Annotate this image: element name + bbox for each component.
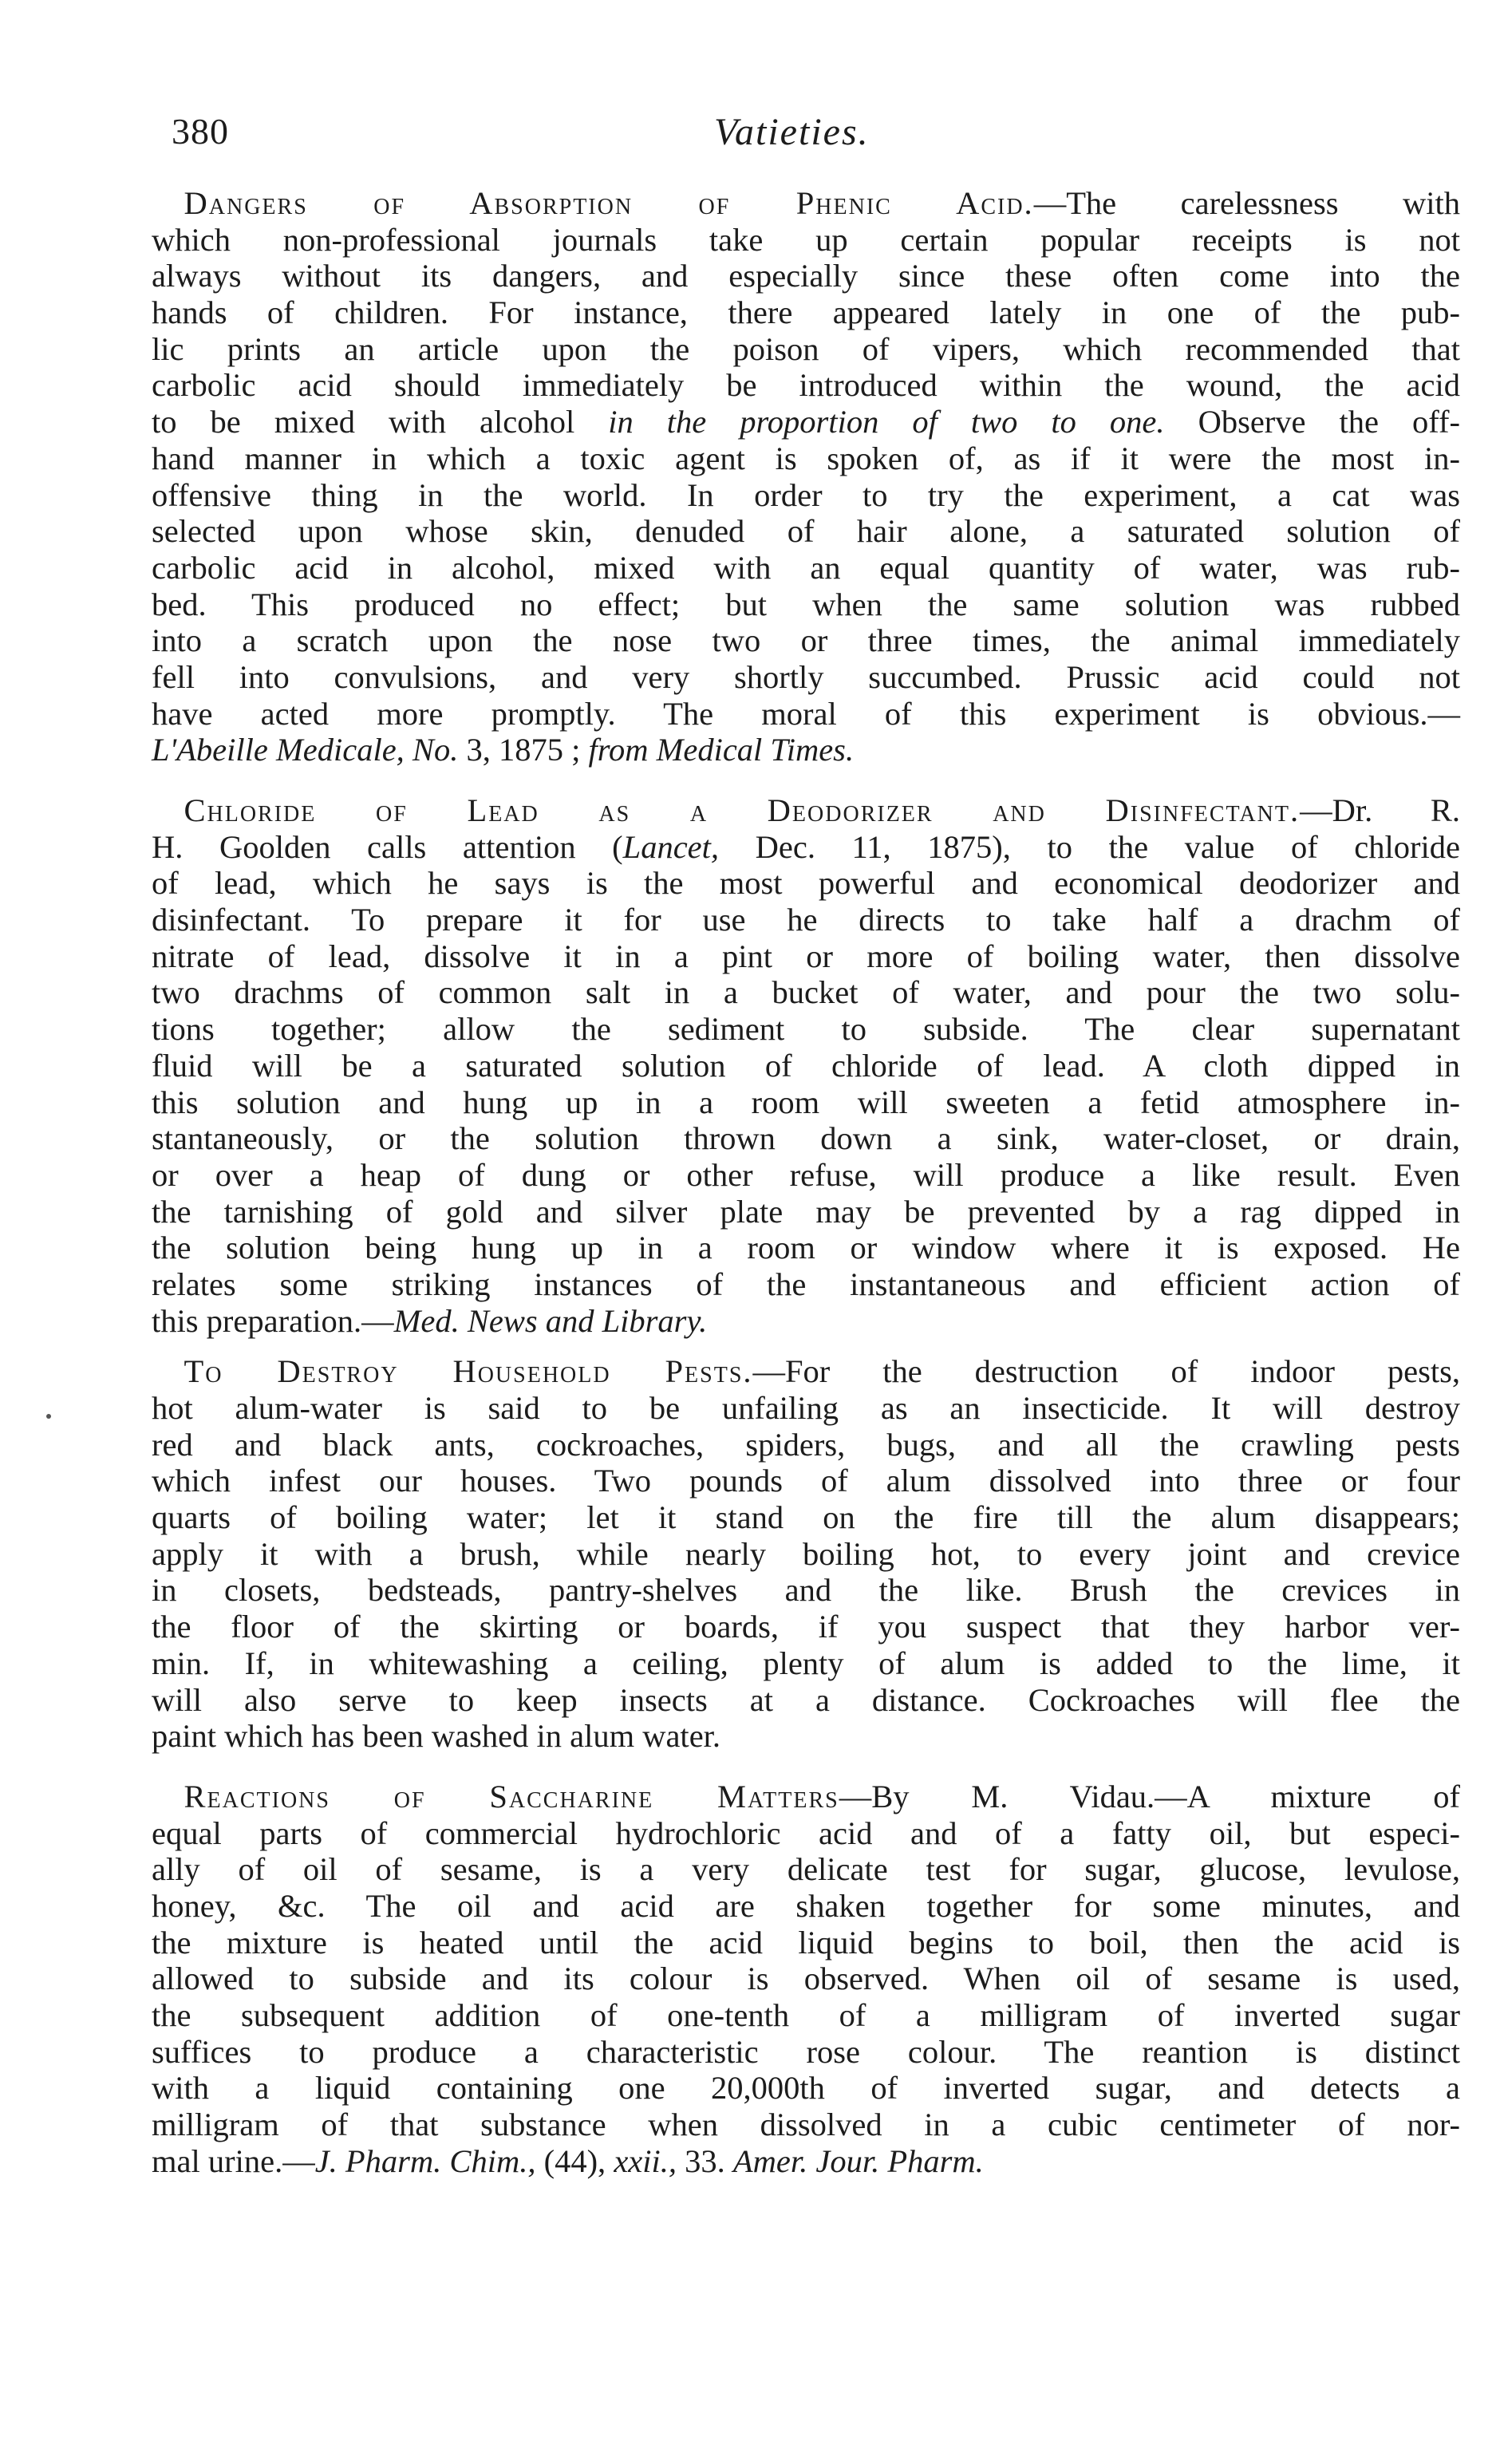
paragraph-gap [152,1339,1460,1353]
article-line: the solution being hung up in a room or window where it is exposed. He [152,1230,1460,1266]
article-first-line [152,1779,1460,1815]
article-line: paint which has been washed in alum water. [152,1718,721,1755]
page-header [172,110,1464,174]
article-line: ally of oil of sesame, is a very delicate test for sugar, glucose, levulose, [152,1851,1460,1888]
source-citation: (44), [535,2142,614,2179]
article-heading: Reactions of Saccharine Matters [184,1778,839,1814]
article-line: have acted more promptly. The moral of this experiment is obvious.— [152,695,1460,732]
source-citation: Med. News and Library. [393,1302,708,1339]
article-text-fragment: —For the destruction of indoor pests, [752,1353,1460,1390]
article-line: honey, &c. The oil and acid are shaken together for some minutes, and [152,1887,1460,1924]
article-line: selected upon whose skin, denuded of hair alone, a saturated solution of [152,513,1460,550]
source-citation: L'Abeille Medicale, No. [152,732,459,768]
article-line: hot alum-water is said to be unfailing as an insecticide. It will destroy [152,1390,1460,1426]
article-heading: Chloride of Lead as a Deodorizer and Disinfectant. [184,792,1301,828]
article-line: into a scratch upon the nose two or three times, the animal immediately [152,622,1460,659]
source-citation: 33. [677,2142,733,2179]
body-text [152,185,1460,2179]
article-line: the floor of the skirting or boards, if you suspect that they harbor ver- [152,1609,1460,1645]
article-line: which non-professional journals take up certain popular receipts is not [152,221,1460,258]
article-line: milligram of that substance when dissolved in a cubic centimeter of nor- [152,2107,1460,2143]
article-line: fell into convulsions, and very shortly succumbed. Prussic acid could not [152,658,1460,695]
source-citation: J. Pharm. Chim., [314,2142,536,2179]
italic-phrase: in the proportion of two to one. [608,404,1165,440]
source-citation: Amer. Jour. Pharm. [732,2142,984,2179]
article-first-line [152,185,1460,222]
article-line: or over a heap of dung or other refuse, will produce a like result. Even [152,1156,1460,1193]
article-text-fragment: to be mixed with alcohol [152,404,609,440]
article-source-line [152,732,1460,768]
article-chloride-of-lead [152,792,1460,1339]
article-first-line [152,792,1460,829]
article-line: in closets, bedsteads, pantry-shelves and the like. Brush the crevices in [152,1572,1460,1609]
source-citation: xxii., [614,2142,677,2179]
article-line: lic prints an article upon the poison of vipers, which recommended that [152,330,1460,367]
source-citation: 3, 1875 ; [458,732,589,768]
article-line: this solution and hung up in a room will sweeten a fetid atmosphere in- [152,1084,1460,1120]
page-number: 380 [172,111,229,152]
article-line: tions together; allow the sediment to subside. The clear supernatant [152,1011,1460,1048]
article-line: equal parts of commercial hydrochloric acid and of a fatty oil, but especi- [152,1814,1460,1851]
article-line: min. If, in whitewashing a ceiling, plenty of alum is added to the lime, it [152,1645,1460,1681]
article-text-fragment: —The carelessness [1033,185,1403,221]
article-text-fragment: —Dr. R. [1300,792,1460,828]
article-line: disinfectant. To prepare it for use he directs to take half a drachm of [152,902,1460,938]
article-text-fragment: with [1402,185,1460,221]
article-first-line [152,1353,1460,1390]
article-line: the subsequent addition of one-tenth of a milligram of inverted sugar [152,1997,1460,2033]
article-line: allowed to subside and its colour is observed. When oil of sesame is used, [152,1961,1460,1997]
article-source-line [152,2143,1460,2180]
article-heading: To Destroy Household Pests. [184,1353,753,1390]
article-text-fragment: this preparation.— [152,1302,394,1339]
article-line: fluid will be a saturated solution of chloride of lead. A cloth dipped in [152,1047,1460,1084]
article-household-pests [152,1353,1460,1755]
article-heading: Dangers of Absorption of Phenic Acid. [184,185,1034,221]
article-line: offensive thing in the world. In order to try the experiment, a cat was [152,476,1460,513]
article-text-fragment: Observe the off- [1164,404,1461,440]
paragraph-gap [152,1755,1460,1779]
margin-dot [46,1414,51,1419]
article-line: stantaneously, or the solution thrown down a sink, water-closet, or drain, [152,1120,1460,1157]
article-line [152,829,1460,866]
article-line: red and black ants, cockroaches, spiders, bugs, and all the crawling pests [152,1426,1460,1463]
article-line: quarts of boiling water; let it stand on the fire till the alum disappears; [152,1499,1460,1536]
article-line: hand manner in which a toxic agent is spoken of, as if it were the most in- [152,440,1460,476]
article-line: hands of children. For instance, there appeared lately in one of the pub- [152,294,1460,331]
article-line: nitrate of lead, dissolve it in a pint or more of boiling water, then dissolve [152,938,1460,974]
article-source-line [152,1303,1460,1340]
article-line: the mixture is heated until the acid liquid begins to boil, then the acid is [152,1924,1460,1961]
running-title: Vatieties. [714,111,870,153]
article-text-fragment: H. Goolden calls attention ( [152,828,623,865]
article-line: relates some striking instances of the instantaneous and efficient action of [152,1266,1460,1302]
article-line: always without its dangers, and especially since these often come into the [152,258,1460,294]
article-line: bed. This produced no effect; but when the same solution was rubbed [152,586,1460,622]
article-line: carbolic acid in alcohol, mixed with an equal quantity of water, was rub- [152,549,1460,586]
article-line: will also serve to keep insects at a distance. Cockroaches will flee the [152,1681,1460,1718]
article-line: suffices to produce a characteristic rose colour. The reantion is distinct [152,2033,1460,2070]
article-line: with a liquid containing one 20,000th of inverted sugar, and detects a [152,2070,1460,2107]
article-line: of lead, which he says is the most powerful and economical deodorizer and [152,865,1460,902]
article-line: apply it with a brush, while nearly boiling hot, to every joint and crevice [152,1535,1460,1572]
italic-phrase: Lancet, [622,828,720,865]
article-text-fragment: mal urine.— [152,2142,315,2179]
article-line: the tarnishing of gold and silver plate may be prevented by a rag dipped in [152,1193,1460,1230]
article-text-fragment: —By M. Vidau.—A mixture of [839,1778,1460,1814]
article-text-fragment: Dec. 11, 1875), to the value of chloride [719,828,1460,865]
article-phenic-acid [152,185,1460,768]
article-line [152,404,1460,440]
article-line: two drachms of common salt in a bucket of water, and pour the two solu- [152,974,1460,1011]
source-citation: from Medical Times. [588,732,855,768]
article-line: which infest our houses. Two pounds of alum dissolved into three or four [152,1463,1460,1499]
paragraph-gap [152,768,1460,792]
article-saccharine-matters [152,1779,1460,2180]
article-line: carbolic acid should immediately be introduced within the wound, the acid [152,367,1460,404]
